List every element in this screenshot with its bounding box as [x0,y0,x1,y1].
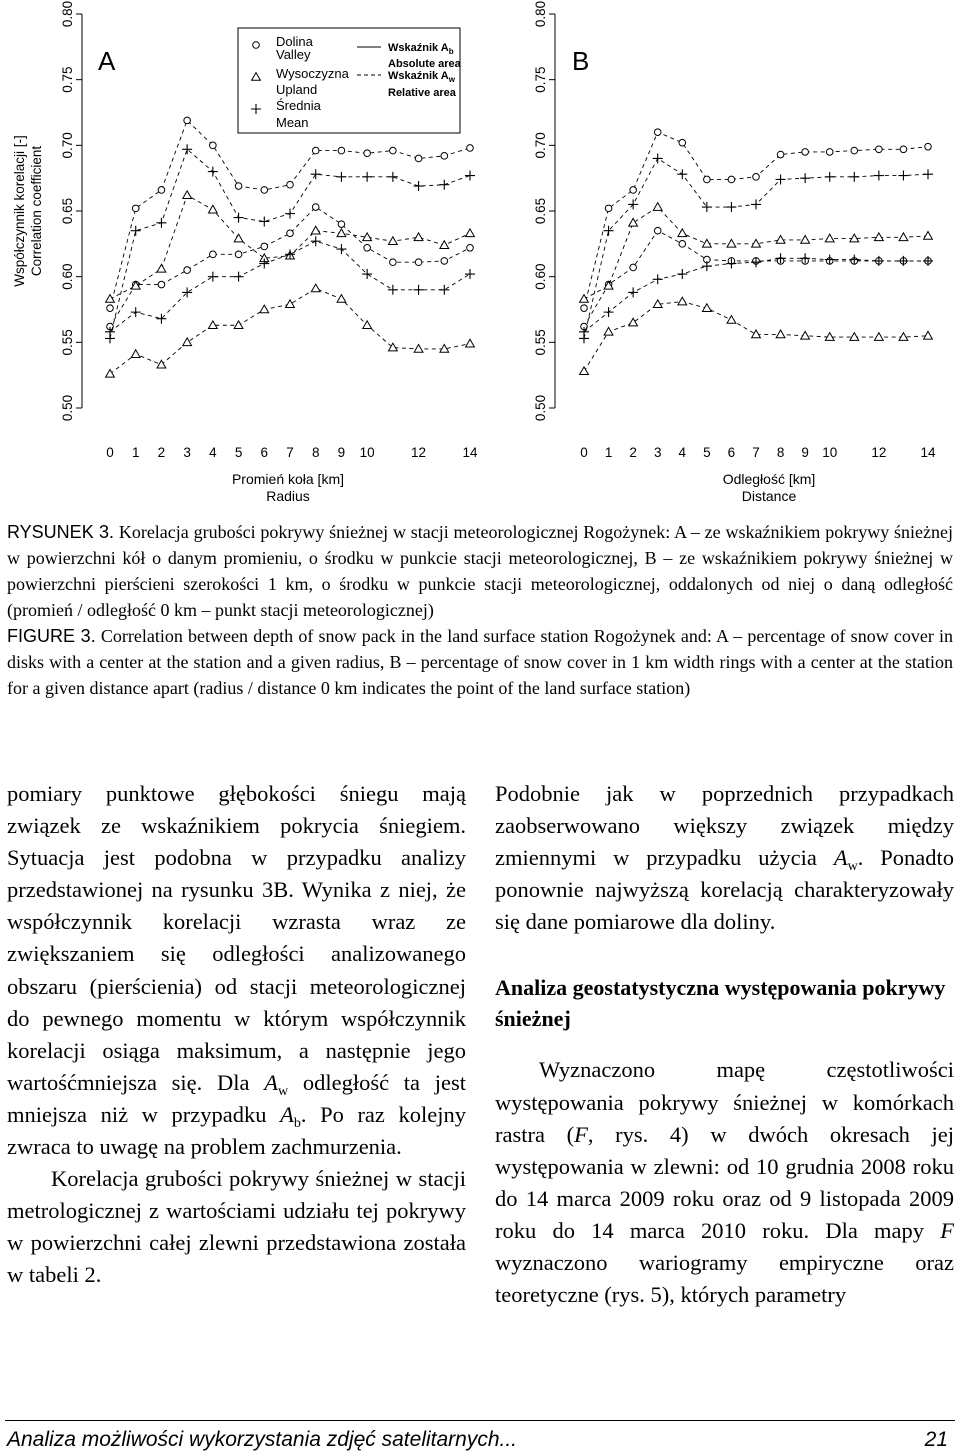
marker-triangle [752,239,761,247]
series-line [584,132,928,308]
marker-plus [849,255,859,265]
left-paragraph-1 [7,778,466,1163]
legend-label: Dolina [276,34,313,49]
marker-plus [653,153,663,163]
marker-plus [131,226,141,236]
marker-circle [826,149,833,156]
caption-pl-text: Korelacja grubości pokrywy śnieżnej w stacji meteorologicznej Rogożynek: A – ze wskaźnikiem pokrywy śnieżnej w powierzchni kół o danym promieniu, o środku w punkcie stacji meteorologicznej, B – ze wskaźnikiem pokrywy śnieżnej w powierzchni pierścieni szerokości 1 km, o środku w punkcie stacji meteorologicznej, oddalonych od niej o daną odległość (promień / odległość 0 km – punkt stacji meteorologicznej) [7,522,954,620]
marker-circle [441,153,448,160]
marker-circle [679,241,686,248]
marker-triangle [678,297,687,305]
y-tick-label: 0.65 [533,197,548,225]
marker-plus [285,209,295,219]
legend-label: Valley [276,47,311,62]
marker-triangle [466,339,475,347]
marker-plus [874,256,884,266]
marker-plus [336,172,346,182]
x-tick-label: 12 [411,445,427,460]
subscript: w [277,1083,289,1099]
marker-triangle [183,191,192,199]
x-axis-label: Distance [741,488,797,504]
marker-plus [898,171,908,181]
marker-circle [132,205,139,212]
marker-circle [235,183,242,190]
footer-title: Analiza możliwości wykorzystania zdjęć satelitarnych... [7,1428,518,1451]
marker-triangle [727,239,736,247]
left-paragraph-2: Korelacja grubości pokrywy śnieżnej w stacji metrologicznej z wartościami udziału tej pokrywy w powierzchni całej zlewni przedstawiona została w tabeli 2. [7,1166,466,1288]
series [105,144,475,343]
marker-plus [604,307,614,317]
x-tick-label: 8 [776,445,785,460]
marker-circle [184,117,191,124]
x-tick-label: 8 [311,445,320,460]
marker-circle [802,149,809,156]
series-line [110,149,470,338]
marker-plus [156,218,166,228]
x-axis-label: Promień koła [km] [231,471,345,487]
marker-plus [362,172,372,182]
marker-plus [825,172,835,182]
marker-triangle [337,295,346,303]
marker-plus [234,213,244,223]
marker-triangle [106,369,115,377]
marker-plus [439,285,449,295]
right-column [495,778,954,1311]
page-number: 21 [924,1428,948,1451]
x-tick-label: 2 [629,445,637,460]
text-run: . Ponadto ponownie najwyższą korelacją charakteryzowały się dane pomiarowe dla doliny. [495,845,954,935]
marker-circle [467,244,474,251]
marker-plus [923,169,933,179]
marker-plus [677,169,687,179]
marker-circle [312,147,319,154]
marker-circle [253,42,260,49]
y-tick-label: 0.55 [533,329,548,356]
marker-triangle [899,333,908,341]
x-tick-label: 9 [337,445,346,460]
marker-plus [234,272,244,282]
footer-rule [5,1420,955,1421]
marker-circle [605,205,612,212]
marker-triangle [157,360,166,368]
marker-plus [923,256,933,266]
marker-triangle [776,330,785,338]
series [579,153,933,343]
marker-circle [851,147,858,154]
marker-circle [654,129,661,136]
marker-triangle [234,321,243,329]
y-tick-label: 0.75 [60,66,75,93]
symbol-a: A [264,1069,278,1095]
symbol-a: A [833,845,848,871]
x-tick-label: 9 [801,445,809,460]
x-tick-label: 0 [106,445,114,460]
marker-circle [753,174,760,181]
marker-triangle [157,264,166,272]
marker-plus [208,167,218,177]
y-tick-label: 0.60 [533,263,548,290]
marker-triangle [702,239,711,247]
marker-plus [579,327,589,337]
series [580,297,933,374]
x-tick-label: 0 [580,445,588,460]
marker-plus [208,272,218,282]
x-tick-label: 4 [209,445,217,460]
marker-circle [415,259,422,266]
marker-plus [702,261,712,271]
marker-triangle [825,234,834,242]
marker-triangle [580,295,589,303]
marker-plus [414,285,424,295]
marker-triangle [850,333,859,341]
marker-plus [898,256,908,266]
marker-triangle [727,316,736,324]
legend-label: Średnia [276,98,321,113]
marker-circle [261,243,268,250]
marker-plus [751,257,761,267]
x-tick-label: 6 [727,445,736,460]
marker-triangle [874,233,883,241]
marker-circle [158,281,165,288]
marker-circle [581,305,588,312]
x-tick-label: 5 [234,445,243,460]
x-tick-label: 3 [653,445,662,460]
figure-caption [7,519,953,701]
marker-circle [390,259,397,266]
legend-label: Relative area [388,87,456,99]
text-run: , rys. 4) w dwóch okresach jej występowania w zlewni: od 10 grudnia 2008 roku do 14 marca 2009 roku oraz od 9 listopada 2009 roku do 14 marca 2010 roku. Dla mapy [495,1121,954,1243]
marker-circle [261,187,268,194]
marker-triangle [311,226,320,234]
marker-circle [107,305,114,312]
y-tick-label: 0.70 [60,132,75,159]
marker-circle [728,176,735,183]
marker-circle [364,150,371,157]
marker-plus [388,285,398,295]
caption-en-label: FIGURE 3. [7,626,96,646]
legend-label: Upland [276,82,318,97]
marker-triangle [311,284,320,292]
x-tick-label: 7 [286,445,294,460]
y-tick-label: 0.80 [533,0,548,28]
subscript: b [293,1115,301,1131]
y-axis-label: Współczynnik korelacji [-] [12,135,27,287]
x-tick-label: 10 [822,445,838,460]
marker-plus [465,269,475,279]
subscript: w [847,859,858,875]
marker-plus [702,202,712,212]
marker-triangle [131,350,140,358]
y-tick-label: 0.50 [533,394,548,422]
x-tick-label: 1 [131,445,140,460]
marker-triangle [414,233,423,241]
x-tick-label: 3 [183,445,191,460]
marker-triangle [604,327,613,335]
marker-circle [312,204,319,211]
marker-triangle [363,321,372,329]
symbol-f: F [574,1121,588,1147]
marker-plus [677,269,687,279]
x-tick-label: 5 [703,445,711,460]
marker-plus [874,171,884,181]
marker-triangle [208,205,217,213]
marker-plus [825,255,835,265]
marker-circle [364,244,371,251]
x-tick-label: 10 [359,445,375,460]
text-run: Wyznaczono mapę częstotliwości występowania pokrywy śnieżnej w komórkach rastra ( [495,1057,954,1147]
marker-triangle [776,235,785,243]
caption-en-text: Correlation between depth of snow pack in the land surface station Rogożynek and: A – percentage of snow cover in disks with a center at the station and a given radius, B – percentage of snow cover in 1 km width rings with a center at the station for a given distance apart (radius / distance 0 km indicates the point of the land surface station) [7,626,954,698]
marker-plus [439,180,449,190]
marker-triangle [106,295,115,303]
marker-circle [900,146,907,153]
y-tick-label: 0.70 [533,132,548,159]
series [580,203,933,303]
symbol-a: A [280,1101,294,1127]
marker-circle [210,142,217,149]
marker-plus [465,171,475,181]
x-axis-label: Radius [266,488,310,504]
marker-plus [628,287,638,297]
marker-circle [704,176,711,183]
y-tick-label: 0.65 [60,197,75,225]
marker-circle [415,155,422,162]
marker-plus [311,169,321,179]
panel-label: A [98,46,116,76]
marker-circle [287,230,294,237]
y-axis-label: Correlation coefficient [29,145,44,277]
marker-circle [777,151,784,158]
marker-triangle [678,229,687,237]
y-tick-label: 0.60 [60,263,75,290]
marker-triangle [580,367,589,375]
marker-circle [876,146,883,153]
text-run: odległość ta jest mniejsza niż w przypadku [7,1069,467,1127]
symbol-f: F [940,1217,954,1243]
figure-3 [0,0,960,515]
marker-triangle [260,305,269,313]
marker-triangle [924,232,933,240]
y-tick-label: 0.55 [60,329,75,356]
marker-triangle [629,318,638,326]
marker-triangle [414,345,423,353]
marker-circle [654,227,661,234]
legend-label: Wskaźnik $A_b$ [388,42,454,56]
y-tick-label: 0.75 [533,66,548,93]
marker-plus [131,307,141,317]
marker-circle [441,258,448,265]
series-line [110,207,470,327]
marker-circle [338,147,345,154]
marker-triangle [466,229,475,237]
marker-plus [105,327,115,337]
marker-plus [259,217,269,227]
marker-triangle [629,218,638,226]
caption-en [7,623,953,701]
marker-circle [630,264,637,271]
marker-circle [390,147,397,154]
section-heading: Analiza geostatystyczna występowania pokrywy śnieżnej [495,975,946,1032]
marker-plus [849,172,859,182]
marker-circle [210,251,217,258]
marker-plus [726,202,736,212]
series [106,284,475,377]
panel-label: B [572,46,590,76]
marker-triangle [801,235,810,243]
x-axis-label: Odległość [km] [722,471,816,487]
marker-plus [628,199,638,209]
marker-circle [467,145,474,152]
marker-triangle [208,321,217,329]
x-tick-label: 1 [604,445,613,460]
marker-triangle [924,331,933,339]
marker-plus [388,172,398,182]
marker-triangle [899,233,908,241]
x-tick-label: 12 [871,445,887,460]
marker-circle [158,187,165,194]
legend-label: Wysoczyzna [276,66,349,81]
marker-circle [925,143,932,150]
marker-plus [414,181,424,191]
marker-plus [336,244,346,254]
marker-triangle [388,237,397,245]
marker-plus [800,173,810,183]
text-run: pomiary punktowe głębokości śniegu mają związek ze wskaźnikiem pokrycia śniegiem. Sytuacja jest podobna w przypadku analizy przedstawionej na rysunku 3B. Wynika z niej, że współczynnik korelacji wzrasta wraz ze zwiększaniem się odległości analizowanego obszaru (pierścienia) od stacji meteorologicznej do pewnego momentu w którym współczynnik korelacji osiąga maksimum, a następnie jego wartośćmniejsza się. Dla [7,781,466,1095]
marker-circle [235,251,242,258]
right-paragraph-1 [495,778,954,938]
right-paragraph-2 [495,1054,954,1311]
x-tick-label: 14 [462,445,478,460]
legend-label: Wskaźnik $A_w$ [388,70,455,84]
text-run: . Po raz kolejny zwraca to uwagę na problem zachmurzenia. [7,1101,467,1160]
x-tick-label: 4 [678,445,687,460]
x-tick-label: 14 [920,445,936,460]
marker-circle [287,181,294,188]
marker-circle [630,187,637,194]
legend-label: Mean [276,115,309,130]
x-tick-label: 6 [260,445,269,460]
series-line [584,158,928,338]
text-run: Podobnie jak w poprzednich przypadkach zaobserwowano większy związek między zmiennymi w przypadku użycia [495,781,954,871]
marker-triangle [874,333,883,341]
marker-circle [679,139,686,146]
marker-triangle [752,330,761,338]
marker-circle [338,221,345,228]
caption-pl-label: RYSUNEK 3. [7,522,115,542]
marker-triangle [653,203,662,211]
legend [238,28,462,133]
x-tick-label: 2 [157,445,166,460]
marker-triangle [234,234,243,242]
x-tick-label: 7 [752,445,760,460]
marker-plus [311,236,321,246]
text-run: wyznaczono wariogramy empiryczne oraz teoretyczne (rys. 5), których parametry [495,1250,954,1308]
caption-pl [7,519,953,623]
series-line [584,207,928,299]
y-tick-label: 0.50 [60,394,75,422]
marker-circle [184,267,191,274]
legend-label: Absolute area [388,58,461,70]
marker-plus [653,274,663,284]
marker-triangle [286,300,295,308]
y-tick-label: 0.80 [60,0,75,28]
left-column [7,778,466,1292]
marker-triangle [183,338,192,346]
panel-b [533,1,936,504]
